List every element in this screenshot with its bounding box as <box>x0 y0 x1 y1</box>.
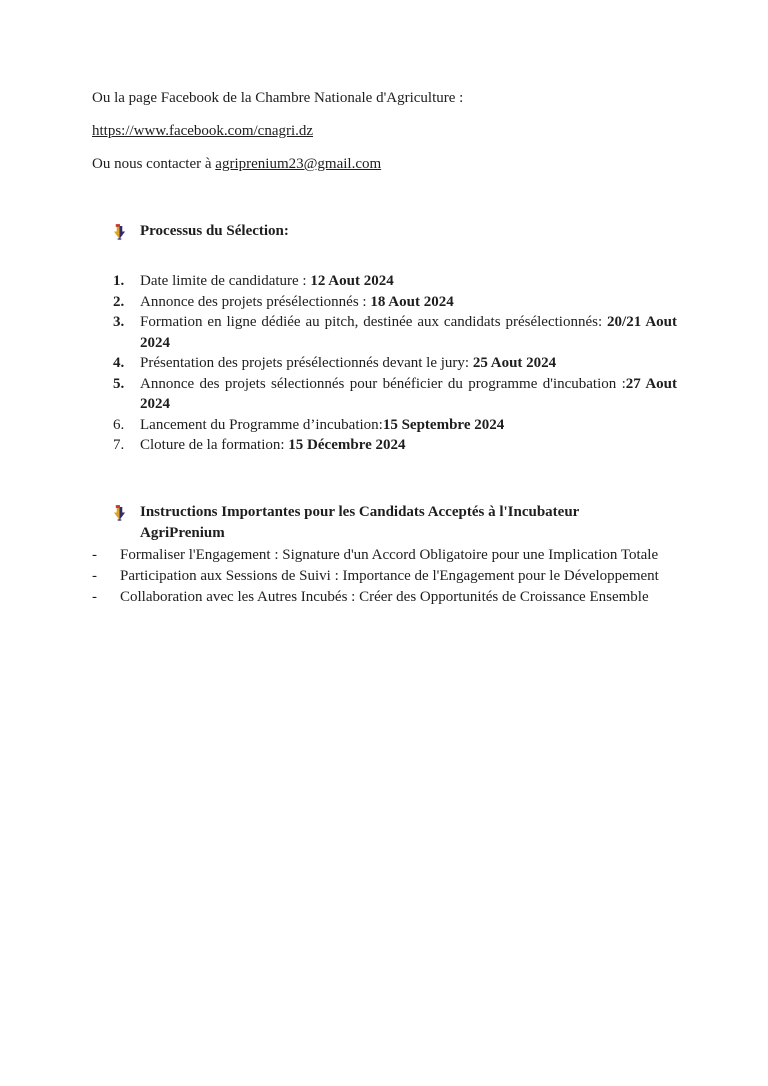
dash-bullet: - <box>92 567 97 584</box>
list-item-number: 5. <box>113 375 125 392</box>
contact-line <box>92 154 677 174</box>
list-item-date: 12 Aout 2024 <box>310 273 394 289</box>
list-item-text: Annonce des projets sélectionnés pour bénéficier du programme d'incubation :27 Aout 2024 <box>140 375 677 412</box>
contact-prefix: Ou nous contacter à <box>92 156 216 172</box>
contact-email-link[interactable]: agriprenium23@gmail.com <box>215 156 382 172</box>
list-item-text: Présentation des projets présélectionnés devant le jury: 25 Aout 2024 <box>140 355 557 371</box>
list-item-date: 15 Septembre 2024 <box>382 416 505 433</box>
list-item-number: 4. <box>113 355 125 371</box>
list-item <box>113 435 677 456</box>
instructions-heading <box>113 502 677 544</box>
facebook-intro-line: Ou la page Facebook de la Chambre Nationale d'Agriculture : <box>92 90 464 106</box>
facebook-link-line <box>92 121 677 141</box>
dash-bullet: - <box>92 588 97 605</box>
list-item <box>113 353 677 374</box>
list-item-text: Annonce des projets présélectionnés : 18 Aout 2024 <box>140 293 454 310</box>
list-item-text: Cloture de la formation: 15 Décembre 2024 <box>140 437 406 453</box>
list-item-text: Collaboration avec les Autres Incubés : Créer des Opportunités de Croissance Ensemble <box>120 588 649 605</box>
list-item-text: Formaliser l'Engagement : Signature d'un Accord Obligatoire pour une Implication Totale <box>120 546 659 563</box>
list-item-date: 20/21 Aout 2024 <box>140 314 677 351</box>
list-item <box>113 271 677 292</box>
list-item <box>113 415 677 436</box>
list-item <box>92 566 677 587</box>
list-item-number: 2. <box>113 293 125 310</box>
list-item-number: 1. <box>113 273 125 289</box>
list-item-number: 3. <box>113 314 125 330</box>
list-item <box>113 374 677 415</box>
list-item-date: 25 Aout 2024 <box>472 355 557 371</box>
list-item-date: 27 Aout 2024 <box>140 375 677 412</box>
list-item-text: Formation en ligne dédiée au pitch, destinée aux candidats présélectionnés: 20/21 Aout 2024 <box>140 314 677 351</box>
list-item-number: 7. <box>113 437 125 453</box>
list-item <box>92 587 677 608</box>
list-item-text: Participation aux Sessions de Suivi : Importance de l'Engagement pour le Développement <box>120 567 659 584</box>
section-heading-text: Instructions Importantes pour les Candidats Acceptés à l'Incubateur AgriPrenium <box>140 503 580 541</box>
list-item-date: 18 Aout 2024 <box>370 293 454 310</box>
dash-bullet: - <box>92 546 97 563</box>
list-item <box>113 312 677 353</box>
selection-process-heading <box>113 221 677 247</box>
selection-process-list <box>113 271 677 456</box>
list-item-date: 15 Décembre 2024 <box>288 437 406 453</box>
list-item-number: 6. <box>113 416 125 433</box>
instructions-list <box>92 545 677 608</box>
list-item-text: Lancement du Programme d’incubation:15 Septembre 2024 <box>140 416 505 433</box>
colored-arrow-bullet-icon <box>113 221 140 247</box>
list-item <box>92 545 677 566</box>
colored-arrow-bullet-icon <box>113 502 140 528</box>
list-item <box>113 292 677 313</box>
section-heading-text: Processus du Sélection: <box>140 223 289 239</box>
list-item-text: Date limite de candidature : 12 Aout 2024 <box>140 273 394 289</box>
facebook-page-link[interactable]: https://www.facebook.com/cnagri.dz <box>92 123 314 139</box>
